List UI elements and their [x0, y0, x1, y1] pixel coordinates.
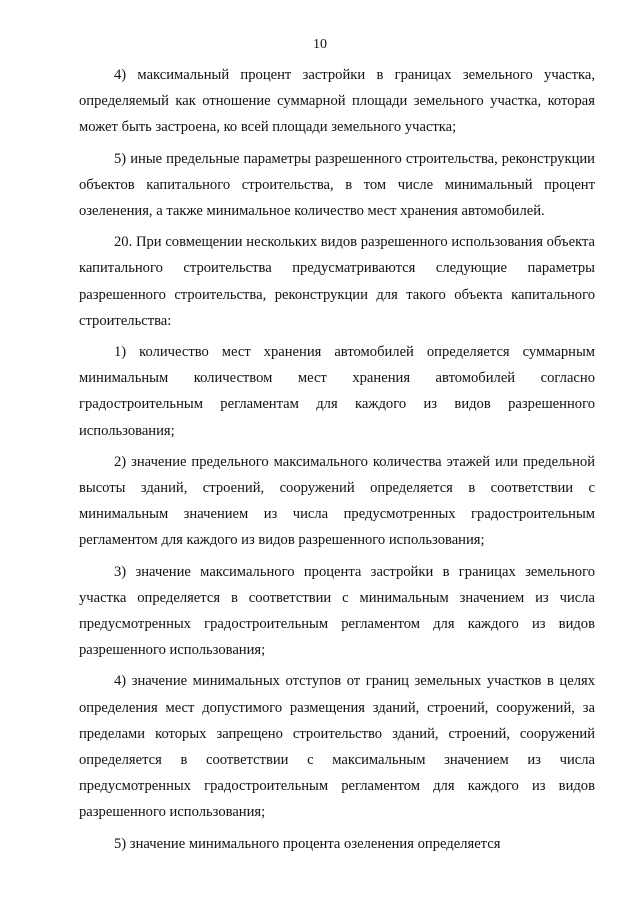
paragraph-item-2-floors-height: 2) значение предельного максимального количества этажей или предельной высоты зданий, строений, сооружений определяется в соответствии с минимальным значением из числа предусмотренных градостроительным регламентом для каждого из видов разрешенного использования; [79, 453, 595, 549]
paragraph-item-1-parking-spaces: 1) количество мест хранения автомобилей определяется суммарным минимальным количеством мест хранения автомобилей согласно градостроительным регламентам для каждого из видов разрешенного использования; [79, 344, 595, 439]
paragraph-item-5-greening: 5) значение минимального процента озеленения определяется [114, 835, 501, 852]
paragraph-section-20: 20. При совмещении нескольких видов разрешенного использования объекта капитального строительства предусматриваются следующие параметры разрешенного строительства, реконструкции для такого объекта капитального строительства: [79, 234, 595, 329]
document-body [79, 62, 595, 862]
paragraph-item-4-max-building-percent: 4) максимальный процент застройки в границах земельного участка, определяемый как отношение суммарной площади земельного участка, которая может быть застроена, ко всей площади земельного участка; [79, 67, 595, 136]
page-number: 10 [313, 37, 327, 52]
paragraph-item-5-other-parameters: 5) иные предельные параметры разрешенного строительства, реконструкции объектов капитального строительства, в том числе минимальный процент озеленения, а также минимальное количество мест хранения автомобилей. [79, 150, 595, 220]
paragraph-item-3-building-percent: 3) значение максимального процента застройки в границах земельного участка определяется в соответствии с минимальным значением из числа предусмотренных градостроительным регламентом для каждого из видов разрешенного использования; [79, 563, 595, 659]
paragraph-item-4-setbacks: 4) значение минимальных отступов от границ земельных участков в целях определения мест допустимого размещения зданий, строений, сооружений, за пределами которых запрещено строительство зданий, строений, сооружений определяется в соответствии с максимальным значением из числа предусмотренных градостроительным регламентом для каждого из видов разрешенного использования; [79, 673, 595, 821]
